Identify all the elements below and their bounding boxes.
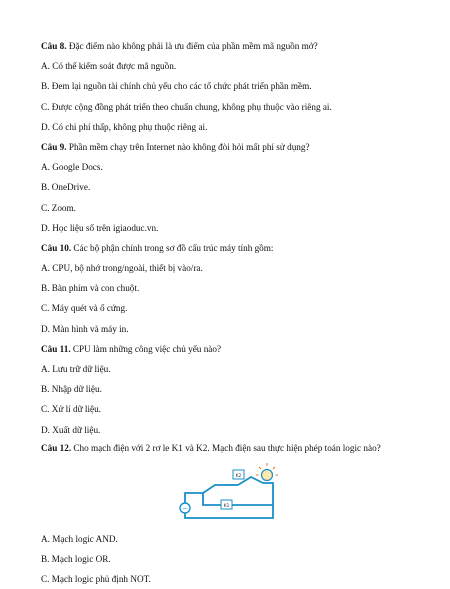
k2-label: K2: [235, 473, 242, 479]
question-text: Cho mạch điện với 2 rơ le K1 và K2. Mạch điện sau thực hiện phép toán logic nào?: [73, 442, 381, 453]
question-number: Câu 11.: [41, 343, 71, 354]
question-11: [41, 339, 413, 359]
option: A. Lưu trữ dữ liệu.: [41, 364, 111, 374]
option: D. Học liệu số trên igiaoduc.vn.: [41, 222, 159, 233]
option: A. Google Docs.: [41, 162, 103, 173]
option: B. Nhập dữ liệu.: [41, 384, 102, 395]
option: C. Máy quét và ổ cứng.: [41, 303, 128, 314]
battery-icon: [180, 503, 190, 513]
question-8: [41, 36, 413, 56]
option: B. Bàn phím và con chuột.: [41, 283, 140, 294]
option: D. Có chi phí thấp, không phụ thuộc riêng ai.: [41, 121, 208, 132]
circuit-diagram: [163, 461, 283, 523]
k1-label: K1: [223, 503, 230, 509]
option: C. Zoom.: [41, 202, 76, 213]
option: A. Mạch logic AND.: [41, 533, 118, 544]
option: B. OneDrive.: [41, 182, 91, 193]
circuit-wires: [185, 477, 273, 518]
question-number: Câu 9.: [41, 141, 67, 152]
option: C. Xử lí dữ liệu.: [41, 404, 101, 415]
relay-circuit-figure: [41, 461, 413, 523]
option: D. Xuất dữ liệu.: [41, 424, 101, 435]
option: A. Có thể kiểm soát được mã nguồn.: [41, 61, 177, 72]
option: A. CPU, bộ nhớ trong/ngoài, thiết bị vào/ra.: [41, 263, 203, 274]
question-text: Phần mềm chạy trên Internet nào không đòi hỏi mất phí sử dụng?: [68, 141, 310, 152]
question-text: Các bộ phận chính trong sơ đồ cấu trúc máy tính gồm:: [73, 242, 274, 253]
question-number: Câu 12.: [41, 442, 72, 453]
question-number: Câu 8.: [41, 41, 67, 51]
relay-k2: [233, 470, 244, 479]
question-10: [41, 238, 413, 258]
exam-page: [41, 36, 413, 589]
question-text: Đặc điểm nào không phải là ưu điểm của phần mềm mã nguồn mở?: [68, 41, 318, 51]
option: D. Màn hình và máy in.: [41, 323, 129, 334]
option: C. Được cộng đồng phát triển theo chuẩn chung, không phụ thuộc vào riêng ai.: [41, 101, 332, 112]
question-9: [41, 137, 413, 157]
question-12: [41, 440, 413, 457]
question-number: Câu 10.: [41, 242, 72, 253]
question-text: CPU làm những công việc chủ yếu nào?: [72, 343, 222, 354]
lightbulb-icon: [256, 463, 278, 481]
option: B. Đem lại nguồn tài chính chủ yếu cho các tổ chức phát triển phần mềm.: [41, 81, 312, 92]
relay-k1: [221, 500, 232, 509]
option: C. Mạch logic phủ định NOT.: [41, 574, 151, 585]
svg-text:−: −: [182, 504, 188, 513]
option: B. Mạch logic OR.: [41, 553, 111, 564]
